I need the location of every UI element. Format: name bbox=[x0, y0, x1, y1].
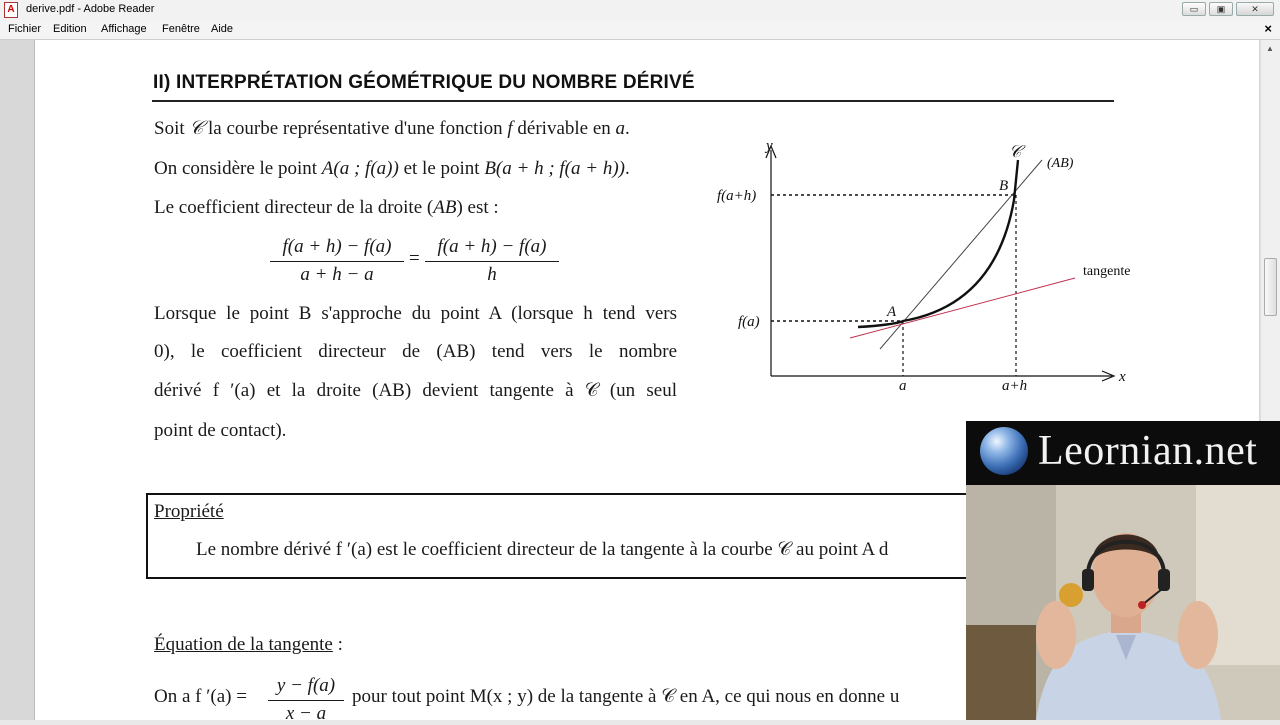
restore-button[interactable]: ▣ bbox=[1209, 2, 1233, 16]
equation-heading: Équation de la tangente : bbox=[154, 634, 343, 655]
close-button[interactable]: ✕ bbox=[1236, 2, 1274, 16]
scroll-thumb[interactable] bbox=[1264, 258, 1277, 316]
secant-label: (AB) bbox=[1047, 156, 1074, 171]
para1-line3: Le coefficient directeur de la droite (AB) est : bbox=[154, 197, 499, 218]
curve-label: 𝒞 bbox=[1009, 142, 1022, 161]
adobe-reader-icon: A bbox=[4, 2, 18, 18]
webcam-overlay bbox=[966, 421, 1280, 720]
curve-c bbox=[858, 160, 1018, 327]
minimize-button[interactable]: ▭ bbox=[1182, 2, 1206, 16]
para2-line2: 0), le coefficient directeur de (AB) tend vers le nombre bbox=[154, 341, 677, 362]
para1-line1: Soit 𝒞 la courbe représentative d'une fonction f dérivable en a. bbox=[154, 118, 630, 139]
window-title: derive.pdf - Adobe Reader bbox=[26, 3, 155, 15]
menu-fichier[interactable]: Fichier bbox=[8, 23, 42, 35]
brand-banner bbox=[966, 421, 1280, 485]
tangent-line bbox=[850, 278, 1075, 338]
property-text: Le nombre dérivé f ′(a) est le coefficient directeur de la tangente à la courbe 𝒞 au point A d bbox=[196, 539, 889, 560]
tangent-label: tangente bbox=[1083, 264, 1131, 279]
equation-line-start: On a f ′(a) = bbox=[154, 686, 247, 707]
brand-name: Leornian.net bbox=[1038, 428, 1258, 474]
para2-line4: point de contact). bbox=[154, 420, 287, 441]
x-tick-ah: a+h bbox=[1002, 378, 1028, 394]
y-tick-fah: f(a+h) bbox=[717, 188, 757, 204]
y-axis-label: y bbox=[766, 138, 773, 154]
x-axis-label: x bbox=[1119, 369, 1126, 385]
equation-fraction: y − f(a) x − a bbox=[268, 675, 344, 725]
x-tick-a: a bbox=[899, 378, 907, 394]
para1-line2: On considère le point A(a ; f(a)) et le point B(a + h ; f(a + h)). bbox=[154, 158, 630, 179]
section-heading: II) INTERPRÉTATION GÉOMÉTRIQUE DU NOMBRE DÉRIVÉ bbox=[153, 72, 695, 93]
property-box bbox=[146, 493, 986, 579]
formula-equals: = bbox=[409, 248, 420, 269]
title-bar bbox=[0, 0, 1280, 21]
formula-fraction-2: f(a + h) − f(a) h bbox=[425, 236, 559, 286]
document-close-button[interactable]: × bbox=[1264, 21, 1272, 36]
window-controls bbox=[1182, 2, 1274, 16]
point-a-label: A bbox=[887, 304, 897, 320]
scroll-up-icon[interactable]: ▲ bbox=[1266, 44, 1274, 53]
equation-line-end: pour tout point M(x ; y) de la tangente à 𝒞 en A, ce qui nous en donne u bbox=[352, 686, 900, 707]
webcam-video bbox=[966, 485, 1280, 720]
point-b-label: B bbox=[999, 178, 1009, 194]
menu-bar bbox=[0, 20, 1280, 40]
para2-line1: Lorsque le point B s'approche du point A (lorsque h tend vers bbox=[154, 303, 677, 324]
menu-edition[interactable]: Edition bbox=[53, 23, 87, 35]
menu-aide[interactable]: Aide bbox=[211, 23, 234, 35]
y-tick-fa: f(a) bbox=[738, 314, 760, 330]
formula-fraction-1: f(a + h) − f(a) a + h − a bbox=[270, 236, 404, 286]
heading-underline bbox=[152, 100, 1114, 102]
presenter-illustration bbox=[966, 485, 1280, 720]
property-title: Propriété bbox=[154, 501, 224, 522]
menu-affichage[interactable]: Affichage bbox=[101, 23, 147, 35]
menu-fenetre[interactable]: Fenêtre bbox=[162, 23, 200, 35]
para2-line3: dérivé f ′(a) et la droite (AB) devient tangente à 𝒞 (un seul bbox=[154, 380, 677, 401]
derivative-graph bbox=[700, 130, 1150, 400]
globe-logo-icon bbox=[980, 427, 1028, 475]
